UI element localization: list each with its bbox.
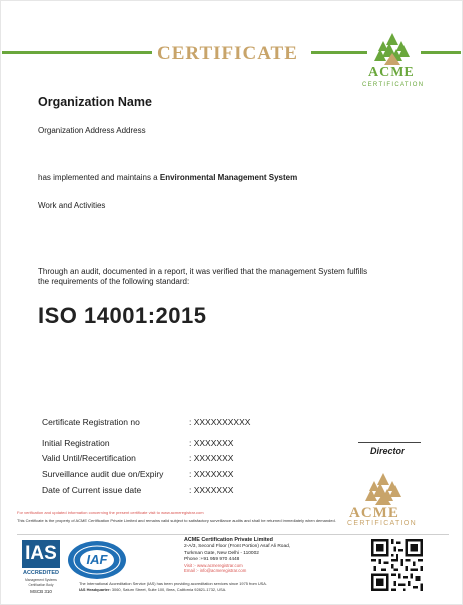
director-title: Director: [370, 446, 405, 456]
qr-code[interactable]: [371, 539, 423, 591]
acme-brand-name: ACME: [368, 65, 415, 80]
detail-label: Certificate Registration no: [42, 417, 140, 427]
ias-code: MSCB 310: [30, 589, 52, 594]
implementation-statement: [38, 173, 297, 182]
organization-name: Organization Name: [38, 95, 152, 109]
email-link[interactable]: Email :- info@acmeregistrar.com: [184, 568, 247, 574]
acme-brand-sub: CERTIFICATION: [362, 82, 425, 88]
audit-line-1: Through an audit, documented in a report, it was verified that the management System fulfills: [38, 267, 368, 276]
detail-value: : XXXXXXX: [189, 469, 234, 479]
ias-logo-mark: [22, 540, 60, 568]
detail-label: Initial Registration: [42, 438, 110, 448]
scope: Work and Activities: [38, 201, 106, 210]
ias-hq-line: [79, 587, 267, 593]
iaf-logo-text: IAF: [86, 552, 108, 567]
detail-label: Date of Current issue date: [42, 485, 142, 495]
verification-note: For verification and updated information concerning the present certificate visit to www.acmeregistrar.com: [17, 510, 204, 515]
ias-accreditation-logo: [22, 540, 60, 600]
seal-brand-name: ACME: [349, 505, 399, 521]
detail-label: Surveillance audit due on/Expiry: [42, 469, 164, 479]
acme-laurel-icon: [356, 29, 428, 69]
acme-logo: [356, 29, 428, 91]
footer-divider: [17, 534, 449, 535]
ias-accredited-label: ACCREDITED: [22, 570, 60, 576]
property-note: This Certificate is the property of ACME Certification Private Limited and remains valid subject to satisfactory surveillance audits and shall be returned immediately when demanded.: [17, 518, 336, 523]
header-rule-left: [2, 51, 152, 54]
ias-note-line: The International Accreditation Service (IAS) has been providing accreditation services since 1975 from USA.: [79, 581, 267, 586]
detail-value: : XXXXXXX: [189, 438, 234, 448]
seal-brand-sub: CERTIFICATION: [347, 520, 417, 527]
ias-hq-label: IAS Headquarter:: [79, 587, 111, 592]
signature-line: [358, 442, 421, 443]
company-name: ACME Certification Private Limited: [184, 537, 273, 543]
certificate-title: CERTIFICATE: [157, 43, 298, 64]
address-line-2: Turkman Gate, New Delhi - 110002: [184, 550, 259, 556]
detail-label: Valid Until/Recertification: [42, 453, 136, 463]
ias-hq-address: 3060, Saturn Street, Suite 100, Brea, California 92821-1732, USA.: [111, 587, 227, 592]
phone: Phone :+91 959 970 4448: [184, 556, 240, 562]
acme-seal-logo: [345, 467, 421, 529]
statement-prefix: has implemented and maintains a: [38, 173, 158, 182]
ias-footnote: [79, 581, 267, 593]
acme-seal-laurel-icon: [345, 467, 421, 507]
address-line-1: 2-A/3, Second Floor (Front Portion) Asaf Ali Road,: [184, 544, 291, 550]
audit-line-2: the requirements of the following standard:: [38, 277, 190, 286]
website-link[interactable]: Visit :- www.acmeregistrar.com: [184, 563, 243, 569]
iaf-logo: [67, 540, 127, 580]
ias-small-2: Certification Body: [28, 583, 54, 587]
ias-logo-text: IAS: [25, 543, 57, 564]
ias-small-1: Management Systems: [25, 578, 57, 582]
organization-address: Organization Address Address: [38, 126, 146, 135]
detail-value: : XXXXXXXXXX: [189, 417, 251, 427]
standard-title: ISO 14001:2015: [38, 303, 207, 328]
management-system: Environmental Management System: [159, 173, 298, 182]
detail-value: : XXXXXXX: [189, 485, 234, 495]
company-address-block: [184, 537, 290, 573]
detail-value: : XXXXXXX: [189, 453, 234, 463]
